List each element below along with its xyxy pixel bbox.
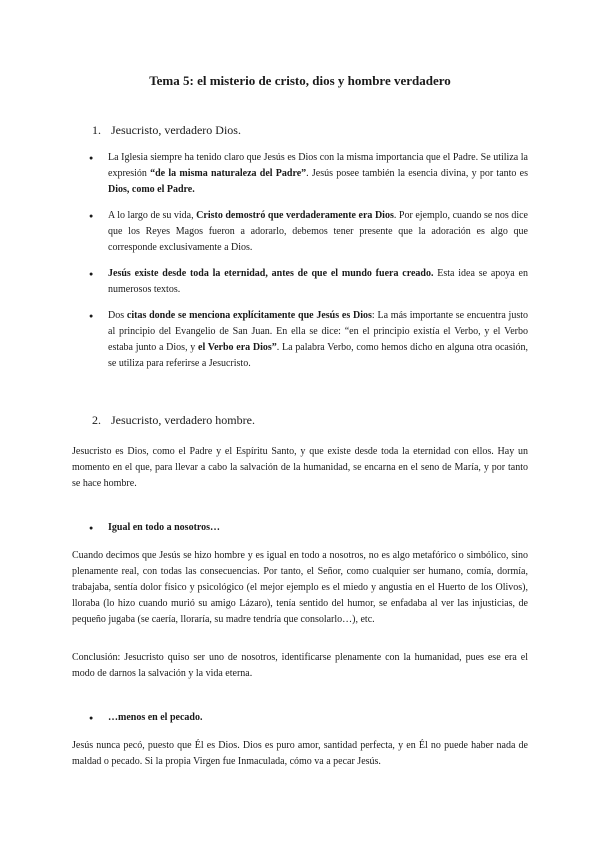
section-2-title: Jesucristo, verdadero hombre. — [111, 413, 255, 427]
bullet-text: . La palabra Verbo, como hemos dicho en alguna otra ocasión, se utiliza para referirse a Jesucristo. — [108, 342, 529, 369]
paragraph-igual: Cuando decimos que Jesús se hizo hombre y es igual en todo a nosotros, no es algo metafórico o simbólico, sino plenamente real, con todas las consecuencias. Por tanto, el Señor, como cualquier ser humano, comía, dormía, trabajaba, sentía dolor físico y psicológico (el mejor ejemplo es el miedo y angustia en el Huerto de los Olivos), lloraba (lo hizo cuando murió su amigo Lázaro), tenía sentido del humor, se enfadaba al ver las injusticias, de pequeño jugaba (se caería, lloraría, su madre tendría que consolarlo…), etc. — [72, 550, 528, 625]
section-2-intro: Jesucristo es Dios, como el Padre y el Espíritu Santo, y que existe desde toda la eternidad con ellos. Hay un momento en el que, para llevar a cabo la salvación de la humanidad, se encarna en el seno de María, y por tanto se hace hombre. — [72, 446, 528, 489]
paragraph-conclusion: Conclusión: Jesucristo quiso ser uno de nosotros, identificarse plenamente con la humanidad, pues ese era el modo de darnos la salvación y la vida eterna. — [72, 652, 528, 679]
bullet-text: . Jesús posee también la esencia divina, y por tanto es — [306, 168, 528, 179]
section-2-number: 2. — [92, 413, 101, 427]
bullet-text: A lo largo de su vida, — [108, 210, 197, 221]
bullet-bold-text: Jesús existe desde toda la eternidad, antes de que el mundo fuera creado. — [108, 268, 434, 279]
bullet-text: : La más importante se encuentra justo al principio del Evangelio de San Juan. En ella se dice: “en el principio existía el Verbo, y el Verbo estaba junto a Dios, y — [108, 310, 528, 353]
subheading-igual: ● Igual en todo a nosotros… — [108, 520, 220, 536]
bullet-bold-text: Cristo demostró que verdaderamente era Dios — [196, 210, 394, 221]
bullet-bold-text: citas donde se menciona explícitamente que Jesús es Dios — [126, 310, 372, 321]
section-2-heading — [92, 412, 255, 428]
bullet-text: Dos — [108, 310, 127, 321]
section-1-title: Jesucristo, verdadero Dios. — [111, 123, 241, 137]
bullet-bold-text: “de la misma naturaleza del Padre” — [150, 168, 307, 179]
section-1-bullet-1 — [108, 150, 528, 198]
section-1-bullet-4 — [108, 308, 528, 372]
page-title: Tema 5: el misterio de cristo, dios y hombre verdadero — [149, 73, 451, 88]
bullet-text: La Iglesia siempre ha tenido claro que Jesús es Dios con la misma importancia que el Padre. Se utiliza la expresión — [108, 152, 528, 179]
bullet-bold-text: el Verbo era Dios” — [198, 342, 277, 353]
subheading-pecado: ● …menos en el pecado. — [108, 710, 202, 726]
paragraph-pecado: Jesús nunca pecó, puesto que Él es Dios. Dios es puro amor, santidad perfecta, y en Él no puede haber nada de maldad o pecado. Si la propia Virgen fue Inmaculada, cómo va a pecar Jesús. — [72, 740, 528, 767]
section-1-heading — [92, 122, 241, 138]
bullet-bold-text: Dios, como el Padre. — [108, 184, 195, 195]
bullet-text: Esta idea se apoya en numerosos textos. — [108, 268, 528, 295]
section-1-number: 1. — [92, 123, 101, 137]
section-1-bullet-2 — [108, 208, 528, 256]
section-1-bullet-3 — [108, 266, 528, 298]
bullet-text: . Por ejemplo, cuando se nos dice que los Reyes Magos fueron a adorarlo, debemos tener presente que la adoración es algo que corresponde exclusivamente a Dios. — [108, 210, 528, 253]
